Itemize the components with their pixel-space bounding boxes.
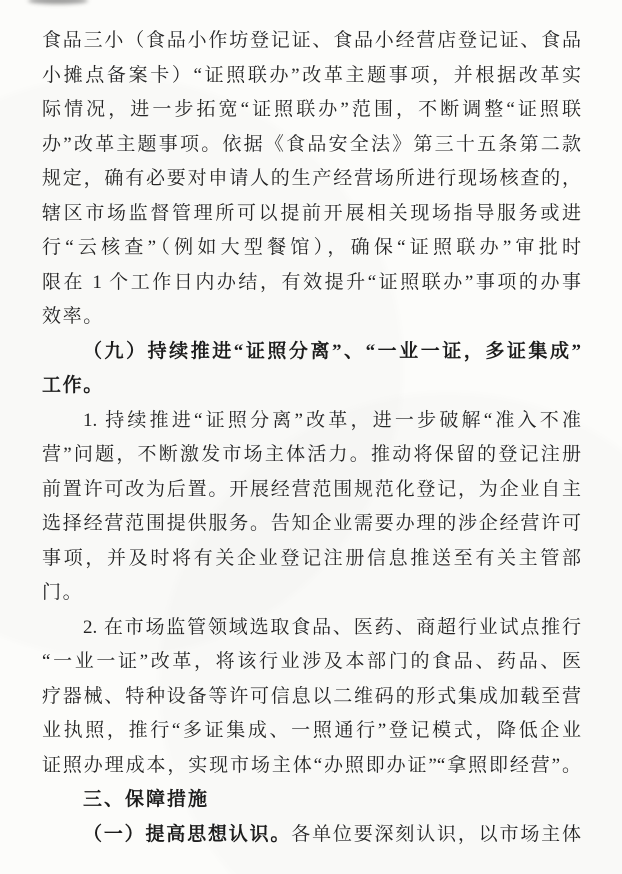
- body-text-line: [42, 645, 581, 680]
- text-run: （一）提高思想认识。: [83, 823, 292, 845]
- section-heading: [42, 783, 581, 818]
- text-run: 办”改革主题事项。依据《食品安全法》第三十五条第二款: [42, 133, 581, 155]
- body-text-line: [42, 300, 581, 335]
- text-run: 2. 在市场监管领域选取食品、医药、商超行业试点推行: [83, 616, 581, 638]
- text-run: 三、保障措施: [83, 789, 210, 810]
- text-run: 选择经营范围提供服务。告知企业需要办理的涉企经营许可: [42, 513, 581, 534]
- text-run: 工作。: [42, 375, 104, 396]
- text-run: 疗器械、特种设备等许可信息以二维码的形式集成加载至营: [42, 685, 581, 707]
- body-text-line: [42, 680, 581, 715]
- body-text-line: [42, 266, 581, 301]
- scan-artifact-smudge: [28, 0, 88, 4]
- body-text-line: [42, 714, 581, 749]
- body-text-line: [42, 542, 581, 577]
- subsection-heading-line: [42, 335, 581, 370]
- body-text-line: [42, 576, 581, 611]
- body-text-line: [42, 404, 581, 439]
- body-text-line: [42, 473, 581, 508]
- text-run: 前置许可改为后置。开展经营范围规范化登记，为企业自主: [42, 478, 581, 500]
- body-text-line: [42, 818, 581, 853]
- body-text-line: [42, 93, 581, 128]
- text-run: 食品三小（食品小作坊登记证、食品小经营店登记证、食品: [42, 30, 581, 51]
- subsection-heading-line: [42, 369, 581, 404]
- text-run: 际情况，进一步拓宽“证照联办”范围，不断调整“证照联: [42, 99, 581, 120]
- text-run: 证照办理成本，实现市场主体“办照即办证”“拿照即经营”。: [42, 754, 581, 776]
- text-run: （九）持续推进“证照分离”、“一业一证，多证集成”: [83, 340, 581, 362]
- text-run: 效率。: [42, 306, 104, 327]
- body-text-line: [42, 24, 581, 59]
- document-body: [42, 24, 581, 852]
- body-text-line: [42, 749, 581, 784]
- body-text-line: [42, 162, 581, 197]
- text-run: 营”问题，不断激发市场主体活力。推动将保留的登记注册: [42, 444, 581, 465]
- body-text-line: [42, 611, 581, 646]
- text-run: 限在 1 个工作日内办结，有效提升“证照联办”事项的办事: [42, 271, 581, 293]
- text-run: 行“云核查”（例如大型餐馆），确保“证照联办”审批时: [42, 237, 581, 258]
- body-text-line: [42, 59, 581, 94]
- text-run: 各单位要深刻认识，以市场主体: [291, 823, 581, 845]
- text-run: 门。: [42, 582, 84, 603]
- body-text-line: [42, 438, 581, 473]
- text-run: 业执照，推行“多证集成、一照通行”登记模式，降低企业: [42, 720, 581, 741]
- text-run: 辖区市场监督管理所可以提前开展相关现场指导服务或进: [42, 202, 581, 224]
- body-text-line: [42, 231, 581, 266]
- body-text-line: [42, 507, 581, 542]
- text-run: 1. 持续推进“证照分离”改革，进一步破解“准入不准: [83, 409, 581, 431]
- body-text-line: [42, 197, 581, 232]
- text-run: 事项，并及时将有关企业登记注册信息推送至有关主管部: [42, 547, 581, 569]
- body-text-line: [42, 128, 581, 163]
- text-run: 规定，确有必要对申请人的生产经营场所进行现场核查的，: [42, 168, 581, 189]
- text-run: “一业一证”改革，将该行业涉及本部门的食品、药品、医: [42, 651, 581, 672]
- text-run: 小摊点备案卡）“证照联办”改革主题事项，并根据改革实: [42, 64, 581, 86]
